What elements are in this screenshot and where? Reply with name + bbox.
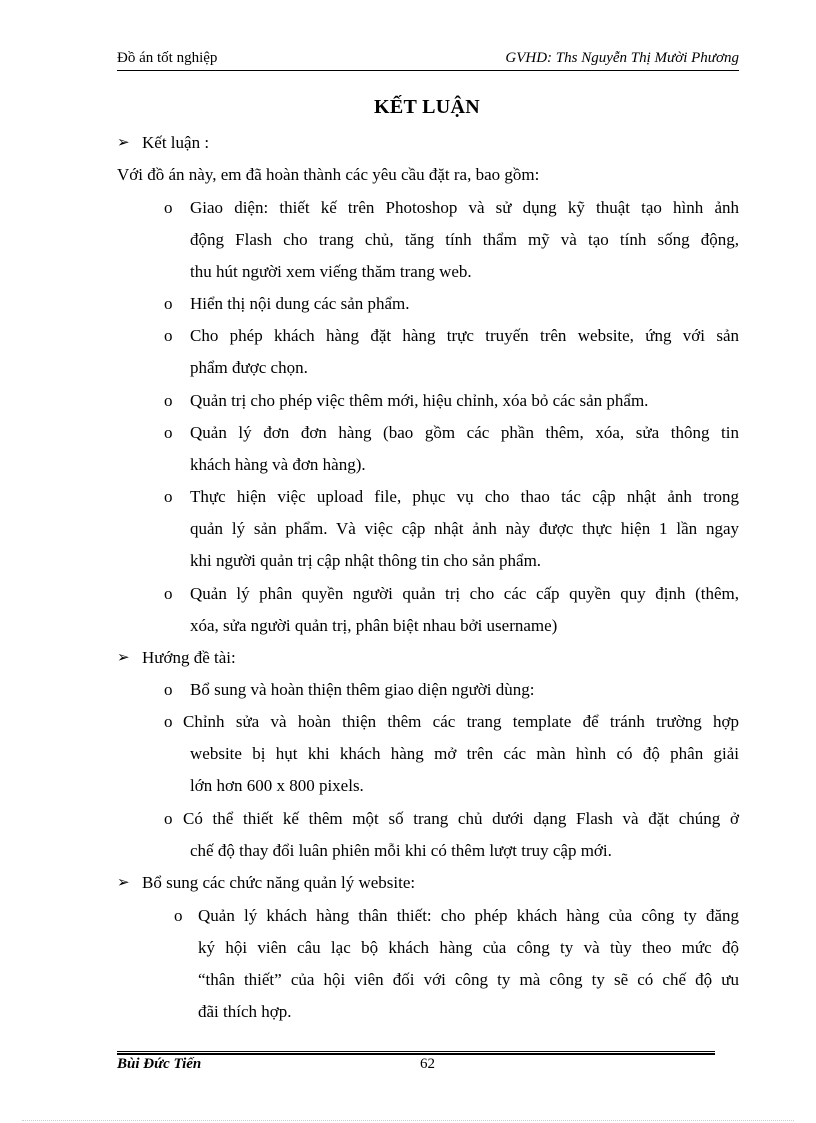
list-item-line: khi người quản trị cập nhật thông tin cho sản phẩm.	[190, 551, 542, 570]
header-left-text: Đồ án tốt nghiệp	[117, 50, 218, 66]
arrow-bullet-icon: ➢	[117, 135, 130, 151]
section-heading: Kết luận :	[142, 133, 210, 152]
list-item-line: động Flash cho trang chủ, tăng tính thẩm mỹ và tạo tính sống động,	[190, 230, 739, 249]
circle-bullet-icon: o	[174, 906, 183, 925]
footer-rule	[117, 1051, 715, 1052]
list-item-line: Giao diện: thiết kế trên Photoshop và sử dụng kỹ thuật tạo hình ảnh	[190, 198, 739, 217]
list-item-line: Quản lý phân quyền người quản trị cho các cấp quyền quy định (thêm,	[190, 584, 739, 603]
list-item-line: quản lý sản phẩm. Và việc cập nhật ảnh này được thực hiện 1 lần ngay	[190, 519, 739, 538]
arrow-bullet-icon: ➢	[117, 875, 130, 891]
list-item-line: Cho phép khách hàng đặt hàng trực truyến trên website, ứng với sản	[190, 326, 739, 345]
list-item-line: khách hàng và đơn hàng).	[190, 455, 366, 474]
footer-author: Bùi Đức Tiến	[117, 1056, 202, 1072]
list-item-line: Hiển thị nội dung các sản phẩm.	[190, 294, 410, 313]
list-item-line: chế độ thay đổi luân phiên mỗi khi có thêm lượt truy cập mới.	[190, 841, 612, 860]
page-edge-dotted-line	[22, 1120, 794, 1121]
list-item-line: phẩm được chọn.	[190, 358, 308, 377]
circle-bullet-icon: o	[164, 584, 173, 603]
circle-bullet-icon: o	[164, 487, 173, 506]
section-heading: Hướng đề tài:	[142, 648, 236, 667]
list-item-line: Quản lý khách hàng thân thiết: cho phép khách hàng của công ty đăng	[198, 906, 739, 925]
list-item-line: ký hội viên câu lạc bộ khách hàng của công ty và tùy theo mức độ	[198, 938, 739, 957]
footer-rule-thick	[117, 1053, 715, 1055]
list-item-line: thu hút người xem viếng thăm trang web.	[190, 262, 472, 281]
list-item-line: Chỉnh sửa và hoàn thiện thêm các trang template để tránh trường hợp	[183, 712, 739, 731]
list-item-line: “thân thiết” của hội viên đối với công ty mà công ty sẽ có chế độ ưu	[198, 970, 739, 989]
circle-bullet-icon: o	[164, 423, 173, 442]
list-item-line: Thực hiện việc upload file, phục vụ cho thao tác cập nhật ảnh trong	[190, 487, 739, 506]
circle-bullet-icon: o	[164, 294, 173, 313]
list-item-line: lớn hơn 600 x 800 pixels.	[190, 776, 364, 795]
circle-bullet-icon: o	[164, 712, 173, 731]
list-item-line: Quản lý đơn đơn hàng (bao gồm các phần thêm, xóa, sửa thông tin	[190, 423, 739, 442]
circle-bullet-icon: o	[164, 391, 173, 410]
list-item-line: website bị hụt khi khách hàng mở trên các màn hình có độ phân giải	[190, 744, 739, 763]
section-heading: Bổ sung các chức năng quản lý website:	[142, 873, 416, 892]
header-right-text: GVHD: Ths Nguyễn Thị Mười Phương	[505, 50, 739, 66]
list-item-line: Quản trị cho phép việc thêm mới, hiệu chỉnh, xóa bỏ các sản phẩm.	[190, 391, 649, 410]
list-item-line: Bổ sung và hoàn thiện thêm giao diện người dùng:	[190, 680, 535, 699]
list-item-line: Có thể thiết kế thêm một số trang chủ dưới dạng Flash và đặt chúng ở	[183, 809, 739, 828]
circle-bullet-icon: o	[164, 809, 173, 828]
circle-bullet-icon: o	[164, 198, 173, 217]
arrow-bullet-icon: ➢	[117, 650, 130, 666]
page-title: KẾT LUẬN	[374, 96, 480, 118]
header-rule	[117, 70, 739, 71]
circle-bullet-icon: o	[164, 326, 173, 345]
section-intro: Với đồ án này, em đã hoàn thành các yêu cầu đặt ra, bao gồm:	[117, 165, 540, 184]
page-header	[117, 50, 739, 70]
page-number: 62	[420, 1056, 435, 1072]
list-item-line: đãi thích hợp.	[198, 1002, 292, 1021]
list-item-line: xóa, sửa người quản trị, phân biệt nhau bởi username)	[190, 616, 558, 635]
circle-bullet-icon: o	[164, 680, 173, 699]
